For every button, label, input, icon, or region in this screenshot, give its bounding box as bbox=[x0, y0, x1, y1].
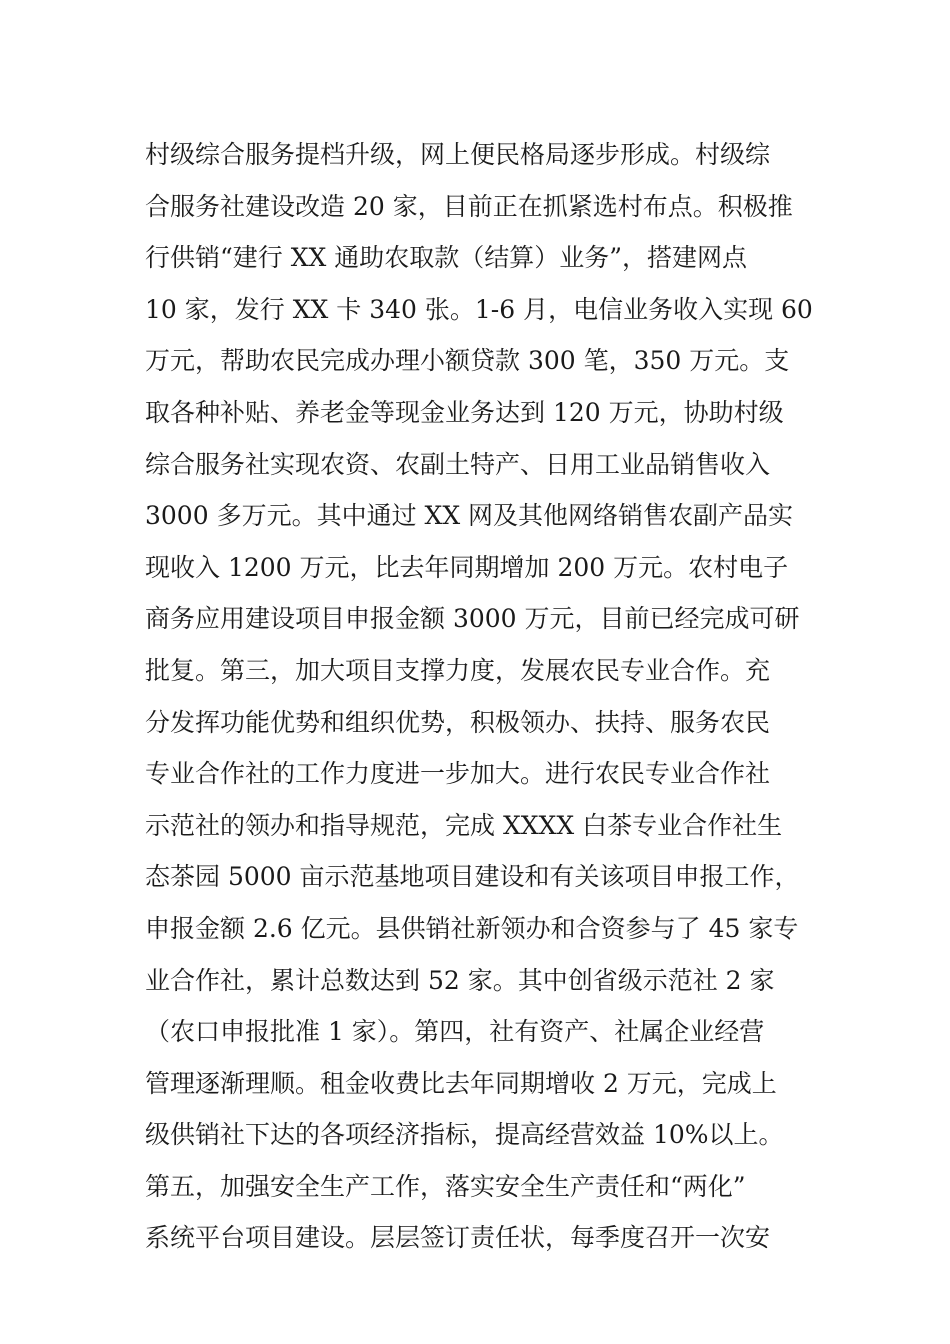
text-line: 管理逐渐理顺。租金收费比去年同期增收 2 万元，完成上 bbox=[145, 1068, 777, 1098]
text-line: 合服务社建设改造 20 家，目前正在抓紧选村布点。积极推 bbox=[145, 191, 793, 221]
text-line: 商务应用建设项目申报金额 3000 万元，目前已经完成可研 bbox=[145, 604, 800, 634]
body-text bbox=[145, 129, 815, 1264]
text-line: 批复。第三，加大项目支撑力度，发展农民专业合作。充 bbox=[145, 655, 771, 685]
text-line: 业合作社，累计总数达到 52 家。其中创省级示范社 2 家 bbox=[145, 965, 775, 995]
text-line: 取各种补贴、养老金等现金业务达到 120 万元，协助村级 bbox=[145, 397, 784, 427]
text-line: 系统平台项目建设。层层签订责任状，每季度召开一次安 bbox=[145, 1223, 771, 1253]
text-line: 3000 多万元。其中通过 XX 网及其他网络销售农副产品实 bbox=[145, 501, 794, 531]
text-line: 示范社的领办和指导规范，完成 XXXX 白茶专业合作社生 bbox=[145, 810, 783, 840]
text-line: 分发挥功能优势和组织优势，积极领办、扶持、服务农民 bbox=[145, 707, 771, 737]
text-line: 10 家，发行 XX 卡 340 张。1-6 月，电信业务收入实现 60 bbox=[145, 294, 813, 324]
text-line: 行供销“建行 XX 通助农取款（结算）业务”，搭建网点 bbox=[145, 243, 748, 273]
text-line: 第五，加强安全生产工作，落实安全生产责任和“两化” bbox=[145, 1171, 746, 1201]
text-line: 专业合作社的工作力度进一步加大。进行农民专业合作社 bbox=[145, 759, 771, 789]
text-line: 态茶园 5000 亩示范基地项目建设和有关该项目申报工作， bbox=[145, 862, 800, 892]
text-line: 万元，帮助农民完成办理小额贷款 300 笔，350 万元。支 bbox=[145, 346, 790, 376]
text-line: 综合服务社实现农资、农副土特产、日用工业品销售收入 bbox=[145, 449, 771, 479]
text-line: 级供销社下达的各项经济指标，提高经营效益 10%以上。 bbox=[145, 1120, 784, 1150]
text-line: 申报金额 2.6 亿元。县供销社新领办和合资参与了 45 家专 bbox=[145, 913, 799, 943]
text-line: 村级综合服务提档升级，网上便民格局逐步形成。村级综 bbox=[145, 140, 771, 169]
text-line: 现收入 1200 万元，比去年同期增加 200 万元。农村电子 bbox=[145, 552, 789, 582]
text-line: （农口申报批准 1 家）。第四，社有资产、社属企业经营 bbox=[145, 1017, 765, 1047]
